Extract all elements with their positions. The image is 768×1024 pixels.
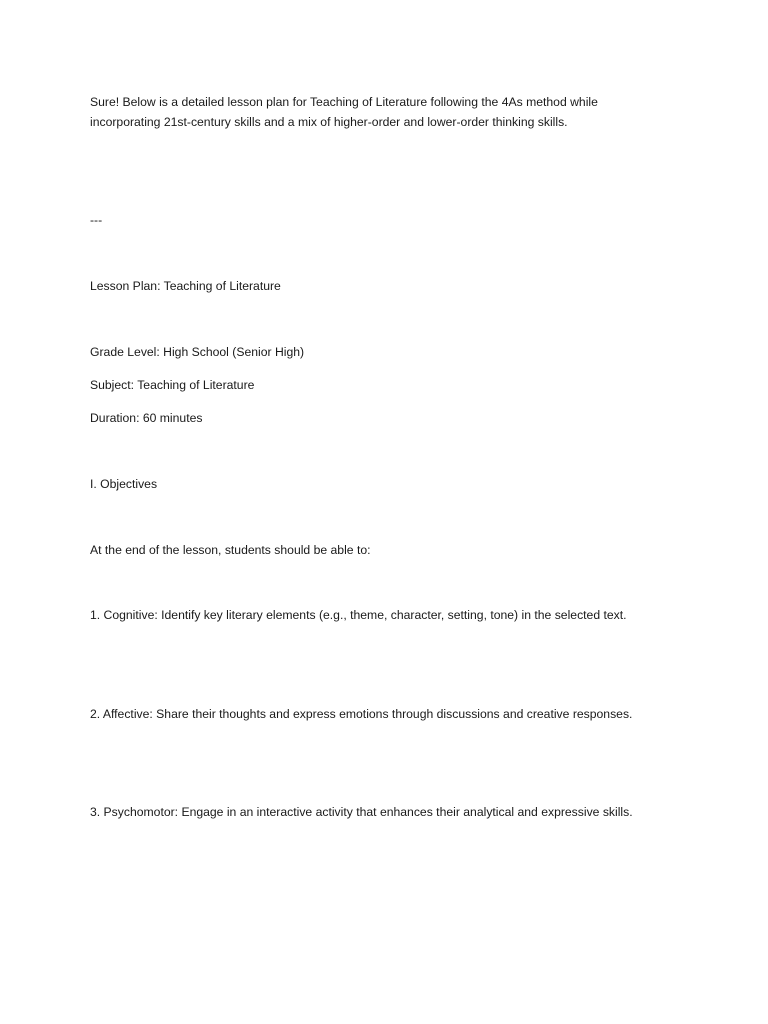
objectives-heading: I. Objectives: [90, 477, 158, 491]
subject: Subject: Teaching of Literature: [90, 378, 255, 392]
lesson-plan-title: Lesson Plan: Teaching of Literature: [90, 279, 281, 293]
objective-affective: 2. Affective: Share their thoughts and express emotions through discussions and creative responses.: [90, 707, 633, 721]
grade-level: Grade Level: High School (Senior High): [90, 345, 305, 359]
objective-cognitive: 1. Cognitive: Identify key literary elements (e.g., theme, character, setting, tone) in the selected text.: [90, 608, 627, 622]
intro-paragraph: Sure! Below is a detailed lesson plan for Teaching of Literature following the 4As method while incorporating 21st-century skills and a mix of higher-order and lower-order thinking skills.: [90, 95, 598, 129]
separator: ---: [90, 213, 103, 227]
duration: Duration: 60 minutes: [90, 411, 203, 425]
objectives-intro: At the end of the lesson, students should be able to:: [90, 543, 371, 557]
objective-psychomotor: 3. Psychomotor: Engage in an interactive activity that enhances their analytical and expressive skills.: [90, 805, 633, 819]
